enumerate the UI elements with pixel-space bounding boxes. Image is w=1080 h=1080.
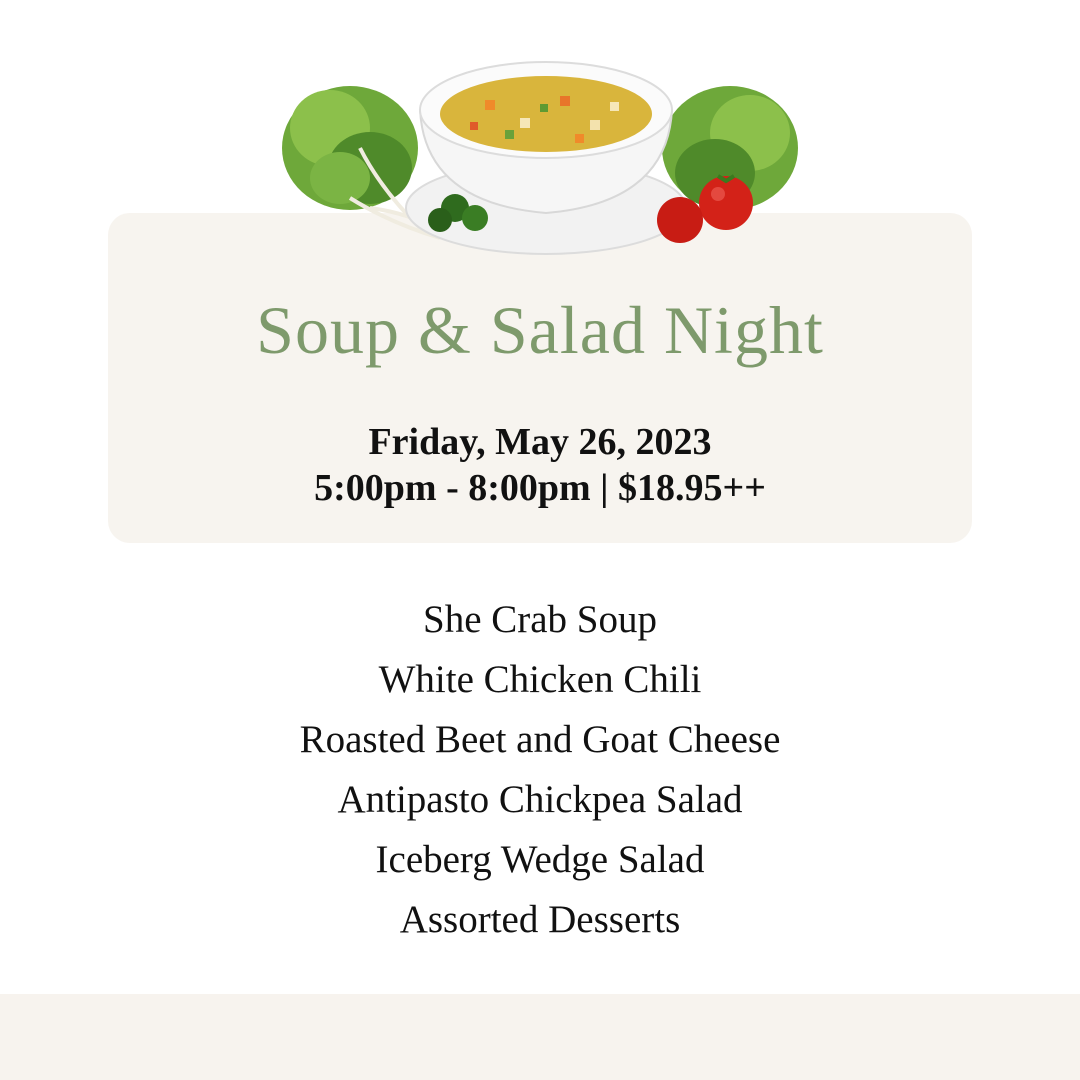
event-date: Friday, May 26, 2023 <box>368 421 712 463</box>
lettuce-left <box>282 86 418 210</box>
event-time-price: 5:00pm - 8:00pm | $18.95++ <box>314 467 766 509</box>
menu-item: Iceberg Wedge Salad <box>375 838 705 881</box>
menu-item: She Crab Soup <box>423 598 657 641</box>
soup-bowl-illustration <box>270 38 810 268</box>
menu-item: Antipasto Chickpea Salad <box>337 778 743 821</box>
menu-list <box>0 592 1080 952</box>
footer-band <box>0 994 1080 1080</box>
tomatoes <box>657 176 753 243</box>
menu-item: Assorted Desserts <box>399 898 681 941</box>
soup <box>440 76 652 152</box>
menu-item: White Chicken Chili <box>378 658 702 701</box>
event-title: Soup & Salad Night <box>256 292 824 368</box>
menu-item: Roasted Beet and Goat Cheese <box>299 718 781 761</box>
